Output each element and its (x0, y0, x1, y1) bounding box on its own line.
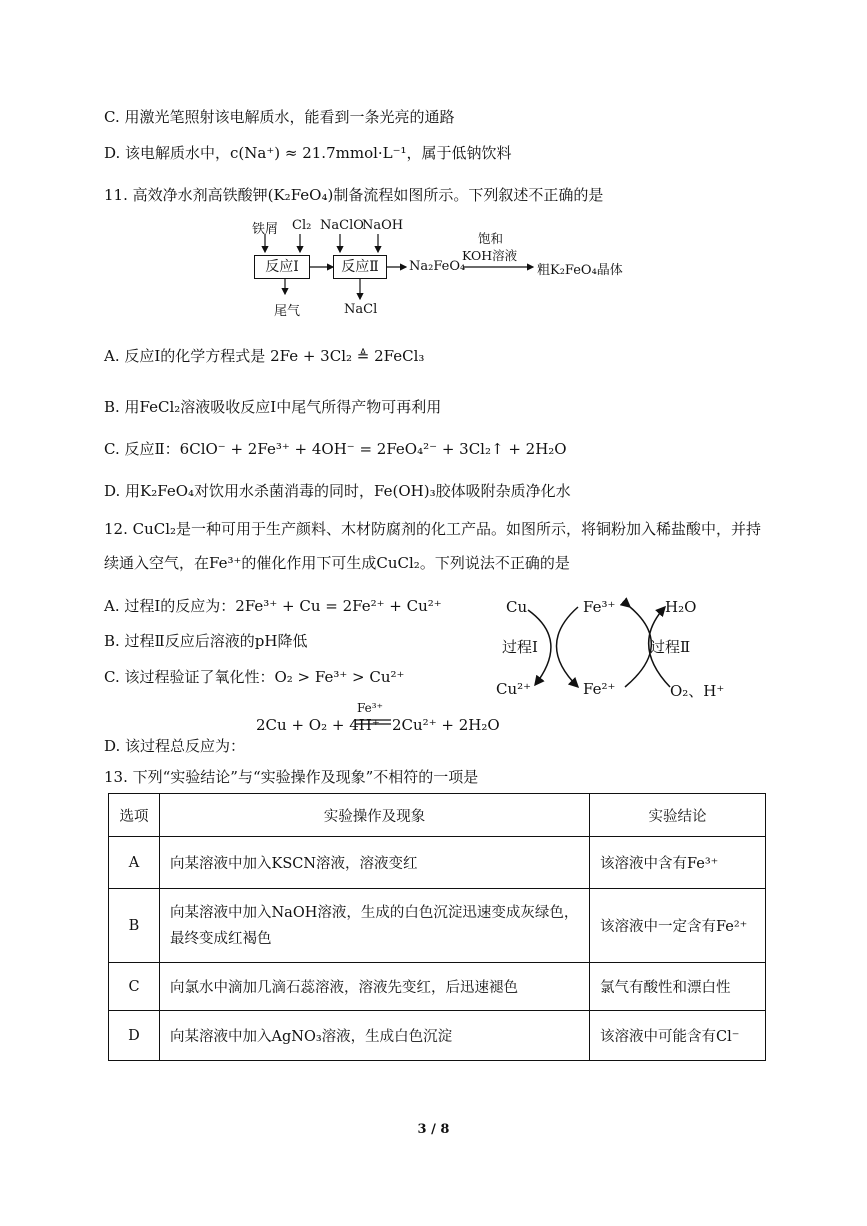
flow-condition-bottom: KOH溶液 (462, 248, 518, 263)
q11-stem: 11. 高效净水剂高铁酸钾(K₂FeO₄)制备流程如图所示。下列叙述不正确的是 (104, 186, 604, 204)
flow-box-reaction1: 反应Ⅰ (254, 255, 310, 279)
q12-stem-line1: 12. CuCl₂是一种可用于生产颜料、木材防腐剂的化工产品。如图所示，将铜粉加入稀盐酸中，并持 (104, 520, 762, 538)
q12-option-a: A. 过程Ⅰ的反应为：2Fe³⁺ + Cu = 2Fe²⁺ + Cu²⁺ (104, 597, 442, 615)
table-cell-operation: 向某溶液中加入AgNO₃溶液，生成白色沉淀 (160, 1011, 590, 1061)
table-cell-conclusion: 该溶液中含有Fe³⁺ (590, 837, 766, 889)
cycle-cu2: Cu²⁺ (496, 680, 532, 698)
table-row (109, 889, 766, 963)
q10-option-d: D. 该电解质水中，c(Na⁺) ≈ 21.7mmol·L⁻¹，属于低钠饮料 (104, 144, 512, 162)
flow-output-nacl: NaCl (344, 302, 378, 317)
table-cell-option: A (109, 837, 160, 889)
table-row (109, 963, 766, 1011)
table-row (109, 837, 766, 889)
table-row (109, 1011, 766, 1061)
table-cell-conclusion: 氯气有酸性和漂白性 (590, 963, 766, 1011)
q13-table (108, 793, 766, 1061)
table-header-row (109, 794, 766, 837)
table-cell-conclusion: 该溶液中可能含有Cl⁻ (590, 1011, 766, 1061)
q11-option-a: A. 反应Ⅰ的化学方程式是 2Fe + 3Cl₂ ≜ 2FeCl₃ (104, 347, 425, 365)
table-header-operation: 实验操作及现象 (160, 794, 590, 837)
flow-product: Na₂FeO₄ (409, 259, 466, 274)
table-header-conclusion: 实验结论 (590, 794, 766, 837)
flow-box-reaction2: 反应Ⅱ (333, 255, 387, 279)
q10-option-c: C. 用激光笔照射该电解质水，能看到一条光亮的通路 (104, 108, 455, 126)
table-cell-option: B (109, 889, 160, 963)
cycle-fe2: Fe²⁺ (583, 680, 616, 698)
equals-sign-icon (355, 718, 391, 726)
q12-stem-line2: 续通入空气，在Fe³⁺的催化作用下可生成CuCl₂。下列说法不正确的是 (104, 554, 570, 572)
flow-input-naclo: NaClO (320, 218, 364, 233)
q12-option-b: B. 过程Ⅱ反应后溶液的pH降低 (104, 632, 308, 650)
page-number: 3 / 8 (417, 1122, 450, 1137)
cycle-o2-h: O₂、H⁺ (670, 682, 725, 700)
q11-option-b: B. 用FeCl₂溶液吸收反应Ⅰ中尾气所得产物可再利用 (104, 398, 442, 416)
table-cell-operation: 向氯水中滴加几滴石蕊溶液，溶液先变红，后迅速褪色 (160, 963, 590, 1011)
flow-final-product: 粗K₂FeO₄晶体 (537, 263, 623, 278)
flow-input-iron: 铁屑 (252, 222, 279, 237)
cycle-fe3: Fe³⁺ (583, 598, 616, 616)
q12-option-d-label: D. 该过程总反应为： (104, 737, 246, 755)
q11-option-c: C. 反应Ⅱ：6ClO⁻ + 2Fe³⁺ + 4OH⁻ = 2FeO₄²⁻ + 3Cl₂↑ + 2H₂O (104, 440, 567, 458)
flow-input-naoh: NaOH (362, 218, 404, 233)
flow-condition-top: 饱和 (478, 231, 504, 246)
cycle-h2o: H₂O (665, 598, 697, 616)
q12-option-d-eq-right: 2Cu²⁺ + 2H₂O (392, 716, 500, 734)
flow-input-cl2: Cl₂ (292, 218, 312, 233)
table-cell-option: D (109, 1011, 160, 1061)
q12-option-c: C. 该过程验证了氧化性：O₂ > Fe³⁺ > Cu²⁺ (104, 668, 405, 686)
cycle-process1: 过程Ⅰ (502, 638, 538, 656)
table-cell-conclusion: 该溶液中一定含有Fe²⁺ (590, 889, 766, 963)
q11-option-d: D. 用K₂FeO₄对饮用水杀菌消毒的同时，Fe(OH)₃胶体吸附杂质净化水 (104, 482, 571, 500)
table-cell-option: C (109, 963, 160, 1011)
cycle-cu: Cu (506, 598, 528, 616)
q12-option-d-catalyst: Fe³⁺ (357, 701, 383, 715)
q13-stem: 13. 下列“实验结论”与“实验操作及现象”不相符的一项是 (104, 768, 479, 786)
q12-option-d-eq-left: 2Cu + O₂ + 4H⁺ (256, 716, 380, 734)
flow-output-tailgas: 尾气 (274, 304, 301, 319)
table-header-option: 选项 (109, 794, 160, 837)
cycle-process2: 过程Ⅱ (650, 638, 691, 656)
table-cell-operation: 向某溶液中加入NaOH溶液，生成的白色沉淀迅速变成灰绿色，最终变成红褐色 (160, 889, 590, 963)
table-cell-operation: 向某溶液中加入KSCN溶液，溶液变红 (160, 837, 590, 889)
